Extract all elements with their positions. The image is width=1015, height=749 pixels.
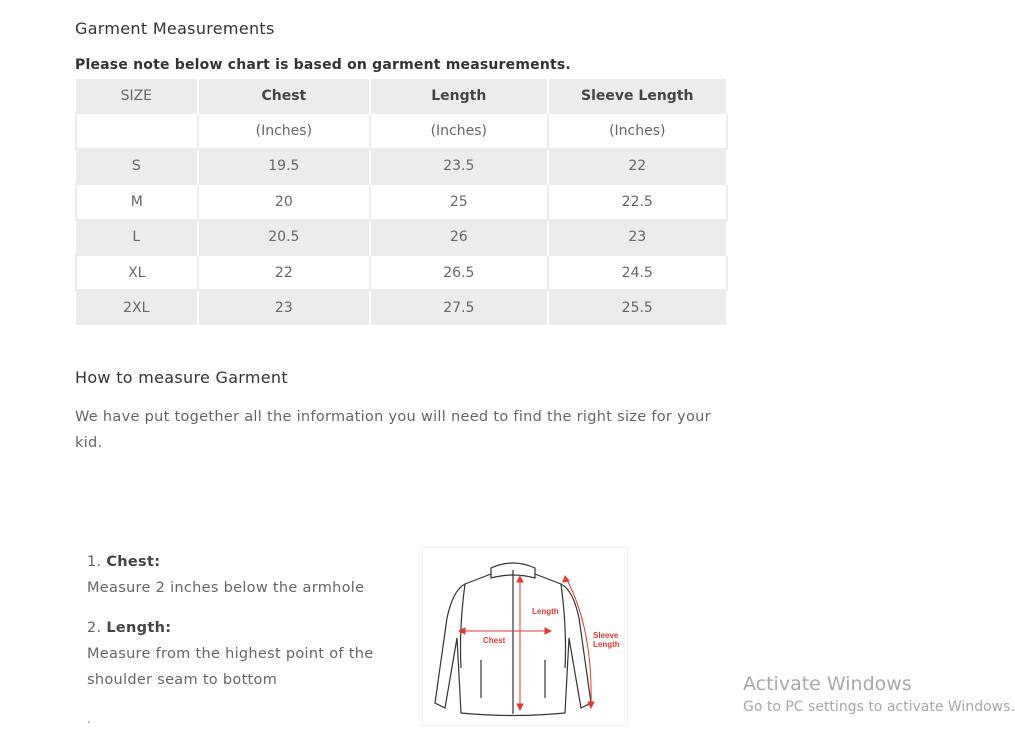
diagram-length-label: Length — [532, 607, 559, 616]
table-cell: 23 — [548, 220, 727, 255]
table-cell: 20 — [198, 184, 370, 219]
diagram-sleeve-label-2: Length — [593, 640, 620, 649]
diagram-sleeve-label-1: Sleeve — [593, 631, 619, 640]
table-cell: (Inches) — [370, 113, 547, 148]
how-to-paragraph: We have put together all the information you will need to find the right size for your kid. — [75, 409, 711, 451]
step-name: Chest: — [106, 554, 161, 570]
jacket-measurement-diagram — [422, 547, 628, 726]
diagram-chest-label: Chest — [483, 636, 506, 645]
table-cell: 24.5 — [548, 255, 727, 290]
table-cell: 23 — [198, 290, 370, 324]
size-chart-table — [75, 79, 728, 325]
trailing-dot: . — [87, 712, 91, 726]
table-cell: 20.5 — [198, 220, 370, 255]
table-cell: 22 — [548, 149, 727, 184]
table-row — [76, 220, 727, 255]
table-cell: 25 — [370, 184, 547, 219]
step-name: Length: — [106, 620, 172, 636]
jacket-illustration — [423, 548, 627, 725]
table-cell: 19.5 — [198, 149, 370, 184]
table-cell: L — [76, 220, 198, 255]
table-cell: 25.5 — [548, 290, 727, 324]
table-cell: (Inches) — [548, 113, 727, 148]
step-number: 2. — [87, 620, 102, 636]
table-row — [76, 184, 727, 219]
table-cell: 26.5 — [370, 255, 547, 290]
table-cell: 22 — [198, 255, 370, 290]
step-chest-heading — [87, 549, 407, 575]
table-units-row — [76, 113, 727, 148]
table-cell: S — [76, 149, 198, 184]
table-cell: 23.5 — [370, 149, 547, 184]
table-header-row — [76, 79, 727, 113]
header-sleeve-length: Sleeve Length — [548, 79, 727, 113]
activate-windows-title: Activate Windows — [743, 673, 912, 695]
table-cell: XL — [76, 255, 198, 290]
how-to-measure-title: How to measure Garment — [75, 368, 288, 387]
measurement-steps — [87, 549, 407, 693]
step-length-description: Measure from the highest point of the shoulder seam to bottom — [87, 646, 374, 688]
table-cell: (Inches) — [198, 113, 370, 148]
header-length: Length — [370, 79, 547, 113]
header-chest: Chest — [198, 79, 370, 113]
table-cell: 27.5 — [370, 290, 547, 324]
garment-measurements-title: Garment Measurements — [75, 19, 275, 38]
table-row — [76, 255, 727, 290]
table-cell — [76, 113, 198, 148]
header-size: SIZE — [76, 79, 198, 113]
table-cell: M — [76, 184, 198, 219]
table-row — [76, 290, 727, 324]
activate-windows-subtitle: Go to PC settings to activate Windows. — [743, 699, 1015, 715]
step-length-heading — [87, 615, 407, 641]
step-chest-description: Measure 2 inches below the armhole — [87, 580, 365, 596]
table-cell: 26 — [370, 220, 547, 255]
table-cell: 2XL — [76, 290, 198, 324]
table-row — [76, 149, 727, 184]
step-number: 1. — [87, 554, 102, 570]
table-cell: 22.5 — [548, 184, 727, 219]
chart-note: Please note below chart is based on garment measurements. — [75, 57, 571, 73]
